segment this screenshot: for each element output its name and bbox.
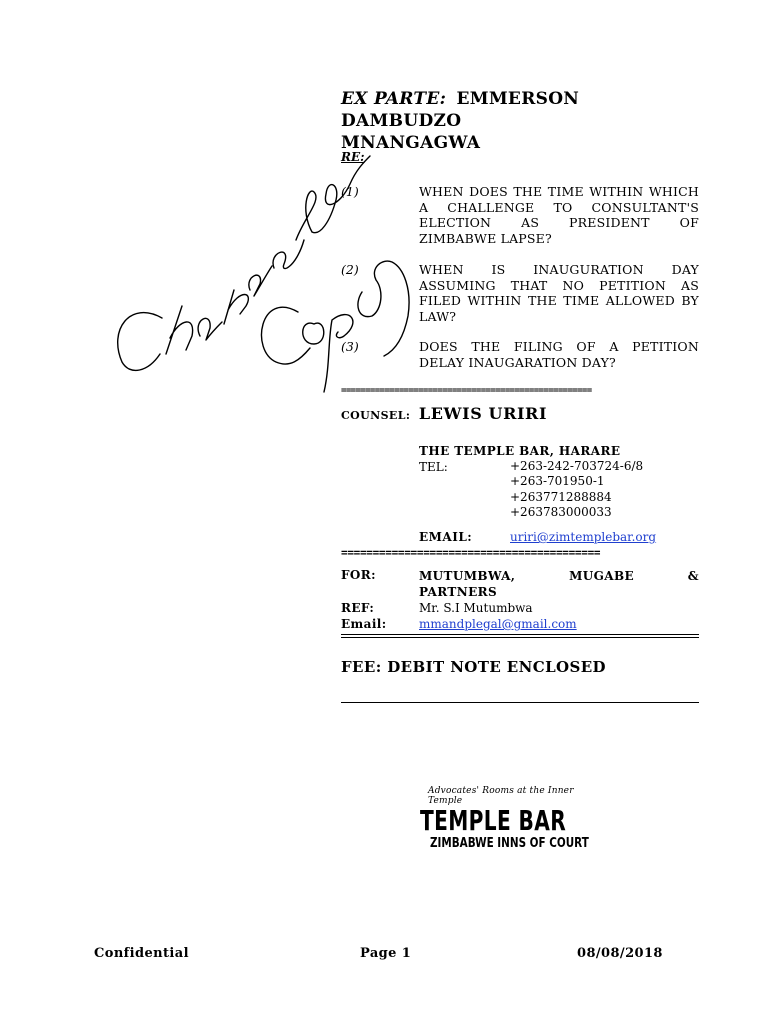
- tel-label: TEL:: [419, 460, 448, 474]
- footer-confidential: Confidential: [94, 946, 189, 961]
- question-number-3: (3): [341, 339, 359, 354]
- fee-note: FEE: DEBIT NOTE ENCLOSED: [341, 658, 606, 676]
- re-label: RE:: [341, 150, 365, 164]
- firm-name: [419, 568, 699, 600]
- footer-page-number: Page 1: [360, 946, 412, 961]
- ref-value: Mr. S.I Mutumbwa: [419, 601, 533, 615]
- separator-line-2: =========================================: [341, 546, 601, 559]
- counsel-email-link[interactable]: uriri@zimtemplebar.org: [510, 530, 657, 544]
- firm-word-1: MUTUMBWA,: [419, 569, 516, 583]
- question-text-2: WHEN IS INAUGURATION DAY ASSUMING THAT NO PETITION AS FILED WITHIN THE TIME ALLOWED BY LAW?: [419, 262, 699, 324]
- logo-tagline: Advocates' Rooms at the Inner Temple: [428, 786, 574, 806]
- firm-email-label: Email:: [341, 617, 387, 631]
- firm-word-2: MUGABE: [569, 569, 635, 583]
- question-text-1: WHEN DOES THE TIME WITHIN WHICH A CHALLENGE TO CONSULTANT'S ELECTION AS PRESIDENT OF ZIMBABWE LAPSE?: [419, 184, 699, 246]
- counsel-email-label: EMAIL:: [419, 530, 473, 544]
- counsel-label: COUNSEL:: [341, 409, 411, 422]
- question-number-1: (1): [341, 184, 359, 199]
- signature-stroke-copy: [262, 261, 410, 392]
- ex-parte-label: EX PARTE:: [341, 89, 447, 109]
- question-text-3: DOES THE FILING OF A PETITION DELAY INAUGARATION DAY?: [419, 339, 699, 370]
- tel-number-1: +263-242-703724-6/8: [510, 459, 644, 473]
- signature-stroke-chambers: [118, 156, 370, 370]
- for-label: FOR:: [341, 568, 376, 582]
- firm-word-3: &: [687, 569, 699, 583]
- chambers-copy-signature: [100, 140, 440, 400]
- footer-date: 08/08/2018: [577, 946, 663, 961]
- logo-main-text: TEMPLE BAR: [420, 804, 567, 837]
- question-number-2: (2): [341, 262, 359, 277]
- tel-number-4: +263783000033: [510, 504, 612, 519]
- double-rule-bottom: [341, 637, 699, 638]
- temple-bar-logo: [420, 786, 600, 851]
- counsel-row: [341, 404, 547, 423]
- applicant-name-line2: MNANGAGWA: [341, 133, 481, 153]
- firm-email-link[interactable]: mmandplegal@gmail.com: [419, 617, 577, 631]
- tel-number-3: +263771288884: [510, 489, 612, 504]
- counsel-name: LEWIS URIRI: [418, 404, 548, 423]
- fee-underline: [341, 702, 699, 703]
- logo-sub-text: ZIMBABWE INNS OF COURT: [430, 836, 589, 851]
- chambers-name: THE TEMPLE BAR, HARARE: [419, 444, 621, 458]
- applicant-name-line1: EMMERSON DAMBUDZO: [341, 89, 580, 131]
- tel-numbers: [510, 459, 643, 520]
- ref-label: REF:: [341, 601, 375, 615]
- tel-number-2: +263-701950-1: [510, 474, 605, 489]
- double-rule-top: [341, 634, 699, 635]
- separator-line-1: ====================================================: [341, 386, 592, 396]
- firm-word-partners: PARTNERS: [419, 585, 498, 599]
